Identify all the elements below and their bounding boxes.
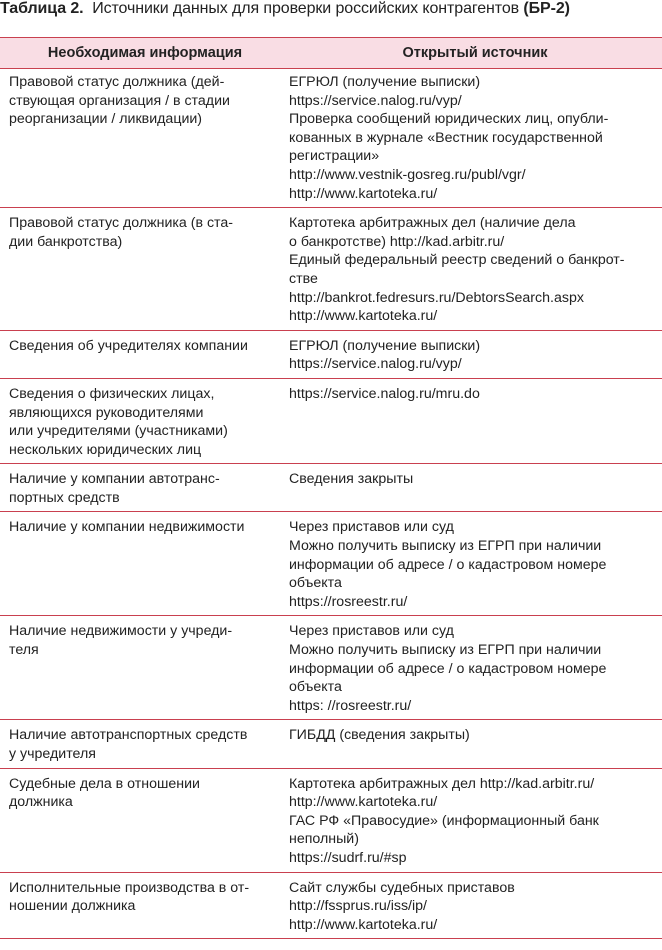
header-open-source: Открытый источник [402, 45, 548, 61]
source-cell: ГИБДД (сведения закрыты) [289, 727, 470, 744]
table-header [0, 37, 662, 69]
caption-label: Таблица 2. [0, 0, 84, 17]
table-row [0, 873, 662, 940]
header-required-info: Необходимая информация [47, 45, 243, 61]
source-cell: Картотека арбитражных дел http://kad.arbitr.ru/ http://www.kartoteka.ru/ ГАС РФ «Правосудие» (информационный банк неполный) https://sudrf.ru/#sp [289, 775, 599, 866]
source-cell: Через приставов или суд Можно получить выписку из ЕГРП при наличии информации об адресе / о кадастровом номере объекта https://rosreestr.ru/ [289, 519, 607, 610]
source-cell: ЕГРЮЛ (получение выписки) https://service.nalog.ru/vyp/ Проверка сообщений юридических лиц, опубли- кованных в журнале «Вестник государственной регистрации» http://www.vestnik-gosreg.ru/publ/vgr/ http://www.kartoteka.ru/ [289, 74, 609, 202]
table-row [0, 67, 662, 208]
source-cell: Через приставов или суд Можно получить выписку из ЕГРП при наличии информации об адресе / о кадастровом номере объекта https: //rosreestr.ru/ [289, 623, 607, 714]
source-cell: Сайт службы судебных приставов http://fssprus.ru/iss/ip/ http://www.kartoteka.ru/ [289, 879, 515, 933]
caption-title: Источники данных для проверки российских контрагентов [92, 0, 520, 17]
info-cell: Наличие у компании автотранс- портных средств [9, 471, 220, 506]
info-cell: Наличие автотранспортных средств у учредителя [9, 727, 248, 762]
info-cell: Судебные дела в отношении должника [9, 775, 200, 811]
info-cell: Правовой статус должника (дей- ствующая организация / в стадии реорганизации / ликвидации) [9, 74, 230, 128]
table-row [0, 769, 662, 873]
table-row [0, 208, 662, 331]
source-cell: Сведения закрыты [289, 471, 414, 488]
table-caption [0, 0, 662, 30]
source-cell: ЕГРЮЛ (получение выписки) https://service.nalog.ru/vyp/ [289, 337, 481, 373]
table-row [0, 616, 662, 720]
info-cell: Исполнительные производства в от- ношении должника [9, 879, 250, 915]
table-body [0, 67, 662, 939]
table-row [0, 379, 662, 464]
table-row [0, 464, 662, 512]
info-cell: Наличие недвижимости у учреди- теля [9, 623, 233, 659]
info-cell: Правовой статус должника (в ста- дии банкротства) [9, 215, 234, 250]
info-cell: Сведения об учредителях компании [9, 337, 248, 354]
source-cell: https://service.nalog.ru/mru.do [289, 385, 480, 402]
caption-code: (БР-2) [523, 0, 570, 17]
info-cell: Наличие у компании недвижимости [9, 519, 245, 536]
table-row [0, 331, 662, 379]
table-row [0, 720, 662, 768]
table-row [0, 512, 662, 616]
info-cell: Сведения о физических лицах, являющихся руководителями или учредителями (участниками) нескольких юридических лиц [9, 385, 228, 458]
source-cell: Картотека арбитражных дел (наличие дела о банкротстве) http://kad.arbitr.ru/ Единый федеральный реестр сведений о банкрот- стве http://bankrot.fedresurs.ru/DebtorsSearch.aspx http://www.kartoteka.ru/ [289, 215, 625, 325]
